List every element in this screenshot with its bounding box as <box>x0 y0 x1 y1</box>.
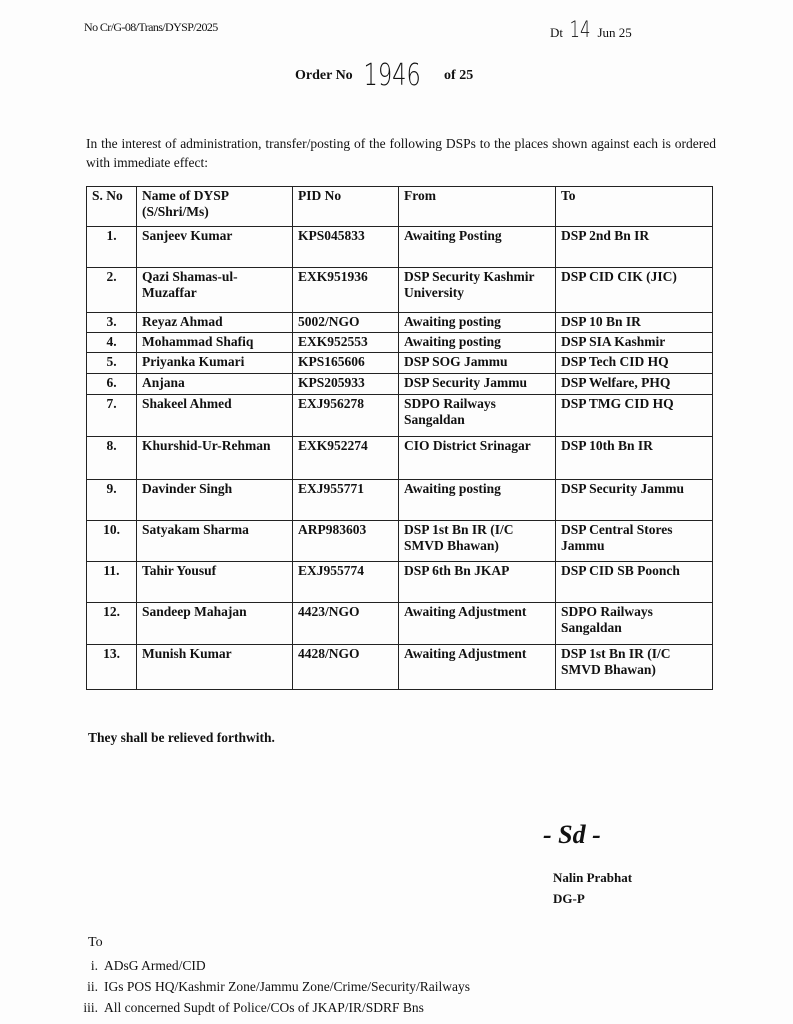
serial-cell: 1. <box>87 227 137 268</box>
distribution-list <box>80 955 470 1018</box>
item-text: ADsG Armed/CID <box>104 958 206 973</box>
signatory-name: Nalin Prabhat <box>553 870 633 885</box>
table-row <box>87 333 713 353</box>
name-cell: Sanjeev Kumar <box>137 227 293 268</box>
column-header: PID No <box>293 187 399 227</box>
signatory <box>553 867 632 909</box>
name-cell: Sandeep Mahajan <box>137 603 293 645</box>
column-header: Name of DYSP (S/Shri/Ms) <box>137 187 293 227</box>
from-cell: Awaiting Adjustment <box>399 645 556 690</box>
date-month-year: Jun 25 <box>597 25 632 40</box>
from-cell: DSP SOG Jammu <box>399 353 556 374</box>
order-suffix: of 25 <box>444 68 474 83</box>
serial-cell: 4. <box>87 333 137 353</box>
from-cell: Awaiting Adjustment <box>399 603 556 645</box>
table-row <box>87 521 713 562</box>
closing-statement: They shall be relieved forthwith. <box>88 730 275 745</box>
column-header: From <box>399 187 556 227</box>
pid-cell: 4428/NGO <box>293 645 399 690</box>
pid-cell: KPS045833 <box>293 227 399 268</box>
pid-cell: 5002/NGO <box>293 313 399 333</box>
serial-cell: 2. <box>87 268 137 313</box>
name-cell: Qazi Shamas-ul-Muzaffar <box>137 268 293 313</box>
distribution-item <box>80 997 470 1018</box>
table-row <box>87 645 713 690</box>
from-cell: Awaiting posting <box>399 333 556 353</box>
date-prefix: Dt <box>550 25 563 40</box>
order-date <box>550 18 632 43</box>
from-cell: DSP 6th Bn JKAP <box>399 562 556 603</box>
table-row <box>87 562 713 603</box>
to-cell: DSP Welfare, PHQ <box>556 374 713 395</box>
to-cell: DSP 1st Bn IR (I/C SMVD Bhawan) <box>556 645 713 690</box>
table-row <box>87 395 713 437</box>
distribution-item <box>80 976 470 997</box>
name-cell: Reyaz Ahmad <box>137 313 293 333</box>
pid-cell: EXJ956278 <box>293 395 399 437</box>
name-cell: Priyanka Kumari <box>137 353 293 374</box>
distribution-label: To <box>88 935 103 950</box>
to-cell: DSP 10th Bn IR <box>556 437 713 480</box>
from-cell: Awaiting Posting <box>399 227 556 268</box>
pid-cell: EXJ955774 <box>293 562 399 603</box>
serial-cell: 6. <box>87 374 137 395</box>
intro-paragraph: In the interest of administration, transfer/posting of the following DSPs to the places shown against each is ordered with immediate effect: <box>86 136 716 170</box>
serial-cell: 8. <box>87 437 137 480</box>
pid-cell: KPS205933 <box>293 374 399 395</box>
item-number: iii. <box>83 1000 98 1015</box>
from-cell: DSP 1st Bn IR (I/C SMVD Bhawan) <box>399 521 556 562</box>
to-cell: DSP SIA Kashmir <box>556 333 713 353</box>
order-title <box>295 58 473 93</box>
date-day-handwritten: 14 <box>569 18 591 43</box>
table-row <box>87 603 713 645</box>
name-cell: Mohammad Shafiq <box>137 333 293 353</box>
pid-cell: 4423/NGO <box>293 603 399 645</box>
item-number: ii. <box>87 979 98 994</box>
table-row <box>87 437 713 480</box>
column-header: S. No <box>87 187 137 227</box>
name-cell: Satyakam Sharma <box>137 521 293 562</box>
column-header: To <box>556 187 713 227</box>
name-cell: Khurshid-Ur-Rehman <box>137 437 293 480</box>
from-cell: DSP Security Kashmir University <box>399 268 556 313</box>
serial-cell: 5. <box>87 353 137 374</box>
to-cell: DSP CID CIK (JIC) <box>556 268 713 313</box>
signature-mark: - Sd - <box>543 820 601 849</box>
serial-cell: 13. <box>87 645 137 690</box>
serial-cell: 12. <box>87 603 137 645</box>
serial-cell: 3. <box>87 313 137 333</box>
table-row <box>87 227 713 268</box>
name-cell: Shakeel Ahmed <box>137 395 293 437</box>
order-label: Order No <box>295 68 353 83</box>
serial-cell: 10. <box>87 521 137 562</box>
from-cell: SDPO Railways Sangaldan <box>399 395 556 437</box>
to-cell: DSP Tech CID HQ <box>556 353 713 374</box>
reference-number: No Cr/G-08/Trans/DYSP/2025 <box>84 20 218 34</box>
pid-cell: KPS165606 <box>293 353 399 374</box>
from-cell: Awaiting posting <box>399 313 556 333</box>
from-cell: Awaiting posting <box>399 480 556 521</box>
pid-cell: ARP983603 <box>293 521 399 562</box>
table-row <box>87 353 713 374</box>
to-cell: DSP 2nd Bn IR <box>556 227 713 268</box>
serial-cell: 9. <box>87 480 137 521</box>
table-row <box>87 313 713 333</box>
pid-cell: EXK952553 <box>293 333 399 353</box>
pid-cell: EXK952274 <box>293 437 399 480</box>
to-cell: DSP CID SB Poonch <box>556 562 713 603</box>
from-cell: DSP Security Jammu <box>399 374 556 395</box>
to-cell: DSP Security Jammu <box>556 480 713 521</box>
to-cell: SDPO Railways Sangaldan <box>556 603 713 645</box>
pid-cell: EXK951936 <box>293 268 399 313</box>
to-cell: DSP Central Stores Jammu <box>556 521 713 562</box>
signatory-designation: DG-P <box>553 891 585 906</box>
to-cell: DSP 10 Bn IR <box>556 313 713 333</box>
serial-cell: 7. <box>87 395 137 437</box>
table-row <box>87 374 713 395</box>
table-header-row <box>87 187 713 227</box>
item-text: All concerned Supdt of Police/COs of JKAP/IR/SDRF Bns <box>104 1000 424 1015</box>
transfer-table <box>86 186 713 690</box>
item-text: IGs POS HQ/Kashmir Zone/Jammu Zone/Crime/Security/Railways <box>104 979 470 994</box>
name-cell: Tahir Yousuf <box>137 562 293 603</box>
name-cell: Munish Kumar <box>137 645 293 690</box>
pid-cell: EXJ955771 <box>293 480 399 521</box>
distribution-item <box>80 955 470 976</box>
from-cell: CIO District Srinagar <box>399 437 556 480</box>
name-cell: Anjana <box>137 374 293 395</box>
item-number: i. <box>90 958 98 973</box>
order-number-handwritten: 1946 <box>363 58 422 93</box>
to-cell: DSP TMG CID HQ <box>556 395 713 437</box>
table-row <box>87 268 713 313</box>
name-cell: Davinder Singh <box>137 480 293 521</box>
serial-cell: 11. <box>87 562 137 603</box>
table-row <box>87 480 713 521</box>
